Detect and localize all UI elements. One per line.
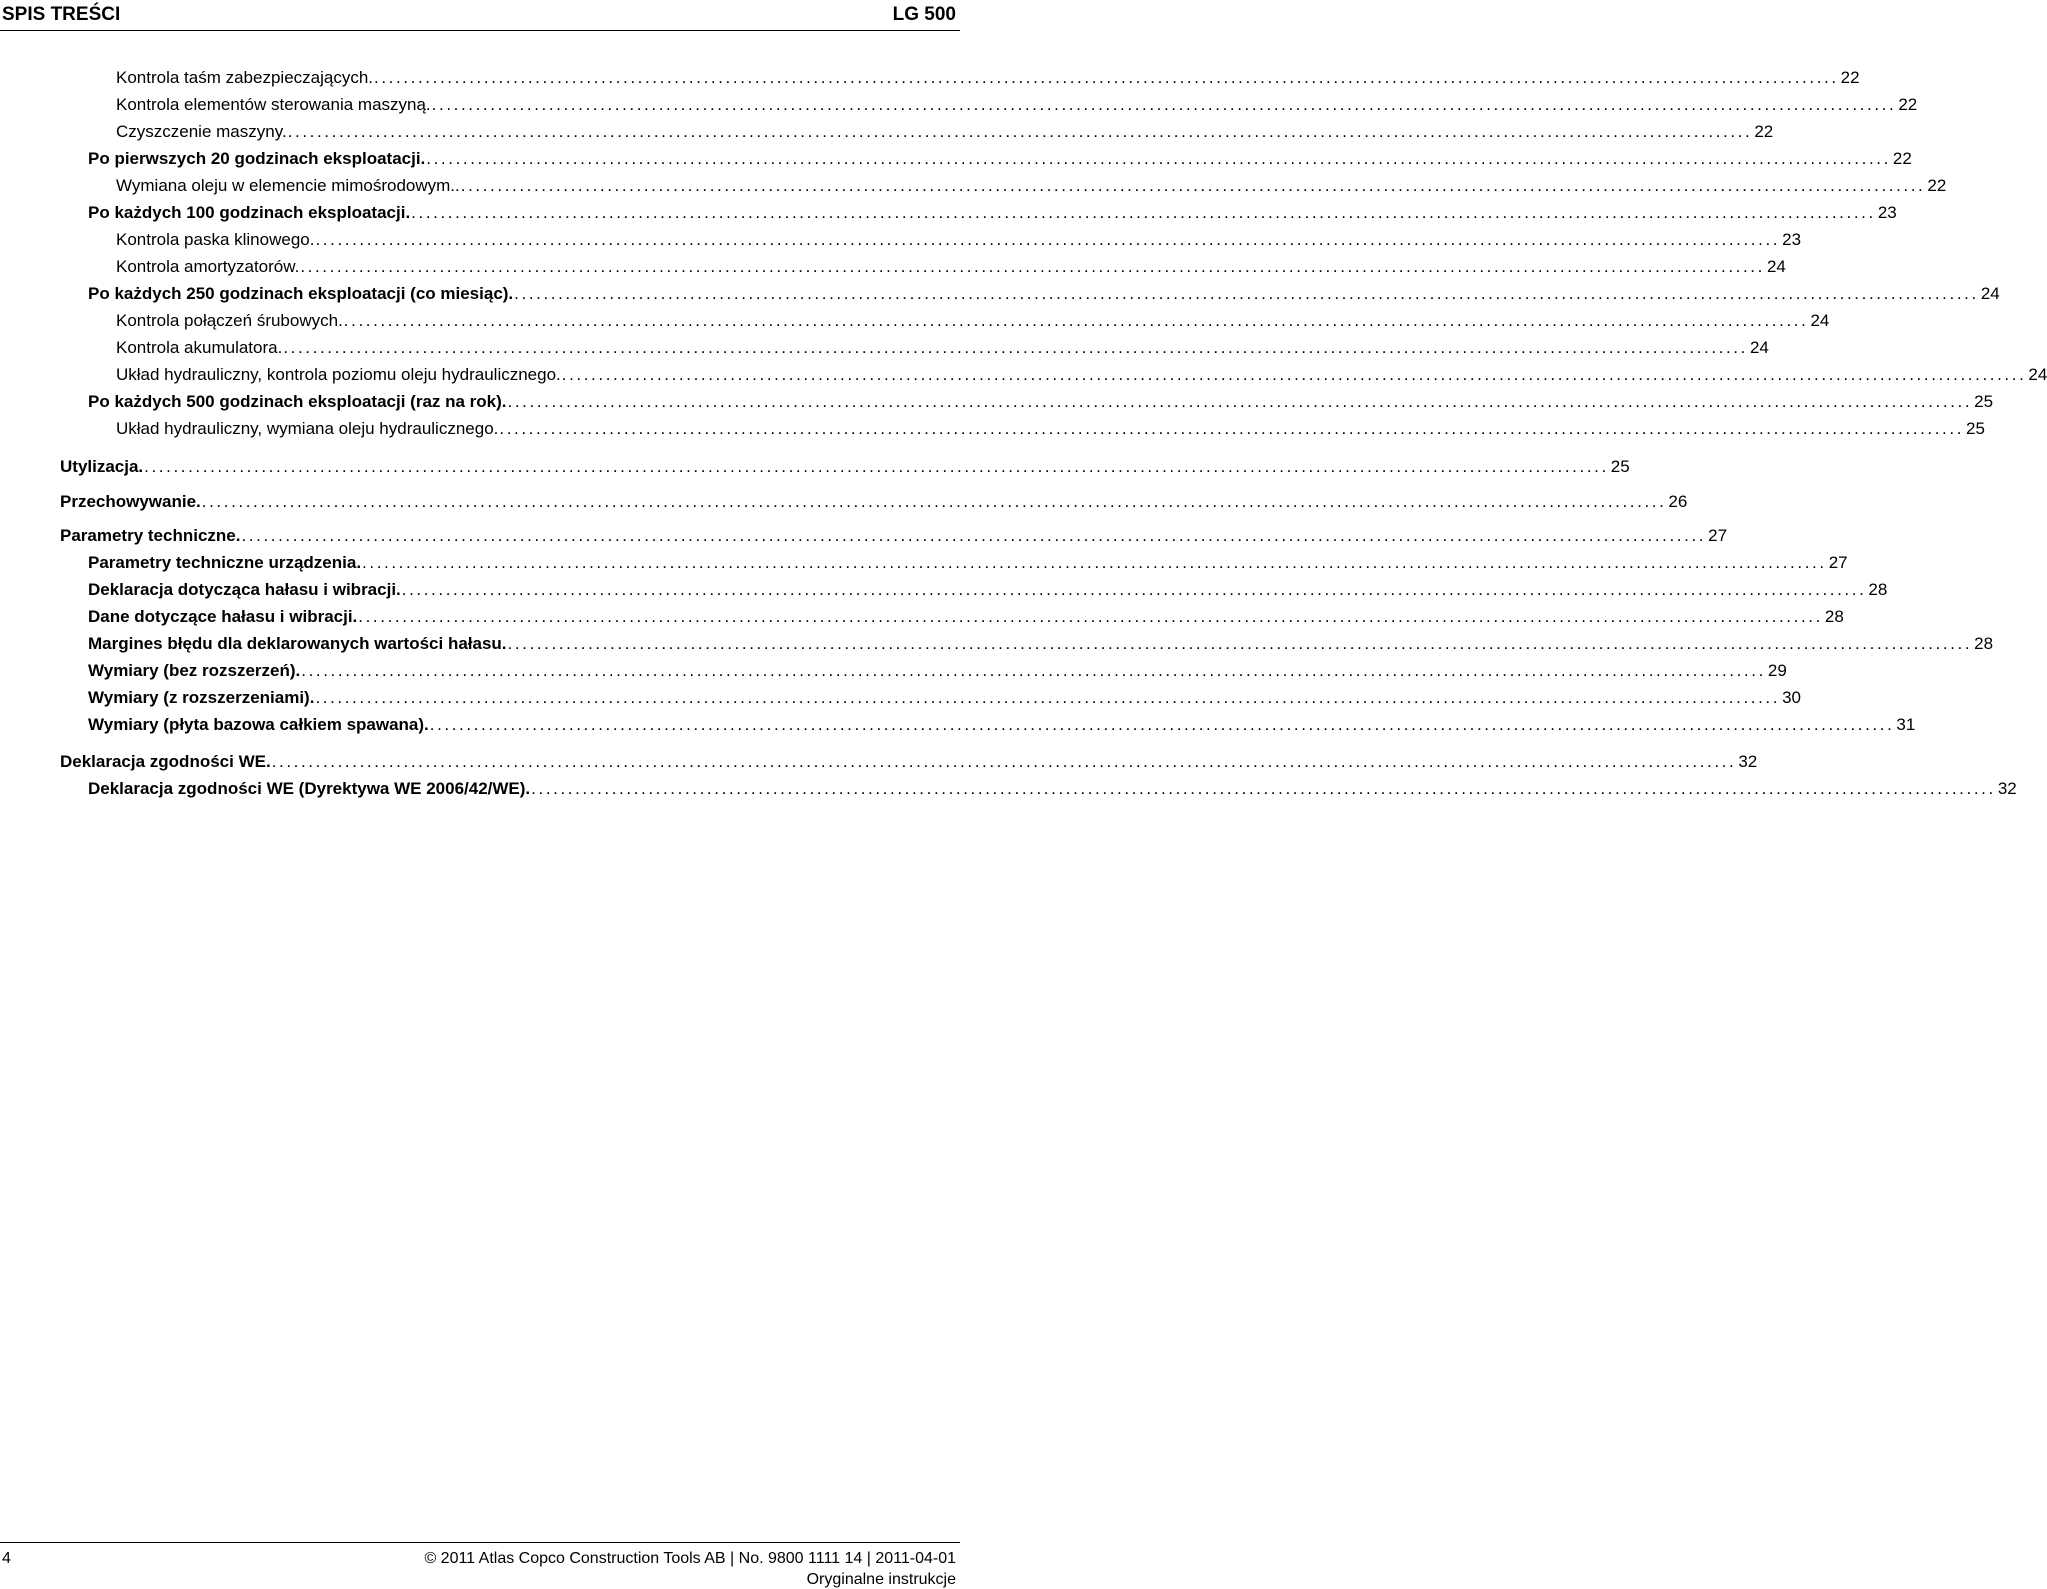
toc-leader-dots: ........................................................................................................................................................................................................ — [201, 492, 1667, 511]
toc-entry[interactable] — [88, 578, 1888, 602]
toc-leader-dots: ........................................................................................................................................................................................................ — [241, 526, 1707, 545]
original-instructions-note: Oryginalne instrukcje — [806, 1571, 956, 1588]
toc-entry-page: 22 — [1754, 122, 1774, 141]
toc-entry-title: Wymiary (z rozszerzeniami). — [88, 688, 315, 707]
toc-entry-title: Po każdych 100 godzinach eksploatacji. — [88, 203, 411, 222]
toc-entry-title: Kontrola akumulatora. — [116, 338, 283, 357]
toc-leader-dots: ........................................................................................................................................................................................................ — [411, 203, 1876, 222]
toc-entry[interactable] — [116, 120, 1774, 144]
toc-entry[interactable] — [60, 524, 1728, 548]
toc-entry-title: Margines błędu dla deklarowanych wartości hałasu. — [88, 634, 507, 653]
toc-entry-title: Kontrola amortyzatorów. — [116, 257, 300, 276]
toc-entry[interactable] — [88, 686, 1801, 710]
toc-entry-page: 24 — [1810, 311, 1830, 330]
toc-entry-page: 29 — [1767, 661, 1787, 680]
toc-entry[interactable] — [88, 659, 1787, 683]
toc-entry[interactable] — [60, 750, 1758, 774]
toc-entry-title: Utylizacja. — [60, 457, 144, 476]
toc-leader-dots: ........................................................................................................................................................................................................ — [429, 715, 1895, 734]
toc-entry[interactable] — [116, 174, 1947, 198]
toc-entry-page: 25 — [1610, 457, 1630, 476]
toc-entry-page: 28 — [1868, 580, 1888, 599]
toc-entry[interactable] — [116, 228, 1802, 252]
toc-entry-title: Po każdych 500 godzinach eksploatacji (raz na rok). — [88, 392, 507, 411]
toc-entry-title: Układ hydrauliczny, wymiana oleju hydraulicznego. — [116, 419, 499, 438]
toc-leader-dots: ........................................................................................................................................................................................................ — [401, 580, 1867, 599]
toc-entry-page: 24 — [1766, 257, 1786, 276]
toc-leader-dots: ........................................................................................................................................................................................................ — [144, 457, 1609, 476]
toc-entry-page: 23 — [1782, 230, 1802, 249]
page-footer — [0, 1542, 960, 1588]
toc-entry-title: Kontrola elementów sterowania maszyną. — [116, 95, 431, 114]
toc-entry-page: 23 — [1877, 203, 1897, 222]
toc-entry-title: Po każdych 250 godzinach eksploatacji (co miesiąc). — [88, 284, 514, 303]
toc-entry-title: Wymiana oleju w elemencie mimośrodowym.. — [116, 176, 460, 195]
toc-entry[interactable] — [60, 455, 1630, 479]
toc-entry[interactable] — [116, 417, 1985, 441]
toc-entry[interactable] — [116, 255, 1786, 279]
model-name: LG 500 — [892, 4, 956, 25]
toc-entry-title: Wymiary (płyta bazowa całkiem spawana). — [88, 715, 429, 734]
toc-entry-title: Układ hydrauliczny, kontrola poziomu oleju hydraulicznego. — [116, 365, 561, 384]
toc-leader-dots: ........................................................................................................................................................................................................ — [431, 95, 1897, 114]
toc-entry-page: 22 — [1840, 68, 1860, 87]
toc-entry[interactable] — [116, 93, 1918, 117]
copyright-line: © 2011 Atlas Copco Construction Tools AB | No. 9800 1111 14 | 2011-04-01 — [424, 1550, 956, 1567]
toc-entry-title: Deklaracja dotycząca hałasu i wibracji. — [88, 580, 401, 599]
toc-entry-page: 22 — [1892, 149, 1912, 168]
toc-leader-dots: ........................................................................................................................................................................................................ — [507, 634, 1973, 653]
toc-entry-title: Przechowywanie. — [60, 492, 201, 511]
toc-entry[interactable] — [88, 632, 1994, 656]
toc-entry-title: Czyszczenie maszyny. — [116, 122, 287, 141]
toc-entry-page: 24 — [1749, 338, 1769, 357]
toc-entry-title: Kontrola połączeń śrubowych. — [116, 311, 343, 330]
toc-entry-page: 28 — [1824, 607, 1844, 626]
toc-entry-title: Kontrola taśm zabezpieczających. — [116, 68, 374, 87]
toc-entry-page: 31 — [1896, 715, 1916, 734]
toc-entry-title: Parametry techniczne. — [60, 526, 241, 545]
toc-entry-title: Po pierwszych 20 godzinach eksploatacji. — [88, 149, 426, 168]
toc-entry-page: 25 — [1966, 419, 1985, 438]
toc-entry[interactable] — [88, 390, 1994, 414]
toc-entry[interactable] — [88, 777, 2017, 801]
toc-leader-dots: ........................................................................................................................................................................................................ — [514, 284, 1979, 303]
toc-entry-title: Dane dotyczące hałasu i wibracji. — [88, 607, 358, 626]
toc-leader-dots: ........................................................................................................................................................................................................ — [531, 779, 1996, 798]
toc-leader-dots: ........................................................................................................................................................................................................ — [561, 365, 2027, 384]
toc-entry[interactable] — [116, 336, 1769, 360]
toc-entry-page: 32 — [1997, 779, 2017, 798]
toc-entry-page: 27 — [1828, 553, 1848, 572]
toc-entry-title: Parametry techniczne urządzenia. — [88, 553, 362, 572]
toc-leader-dots: ........................................................................................................................................................................................................ — [283, 338, 1748, 357]
page-number: 4 — [2, 1550, 11, 1567]
toc-leader-dots: ........................................................................................................................................................................................................ — [301, 661, 1766, 680]
toc-entry-page: 22 — [1927, 176, 1947, 195]
toc-entry[interactable] — [88, 551, 1848, 575]
toc-leader-dots: ........................................................................................................................................................................................................ — [343, 311, 1809, 330]
toc-leader-dots: ........................................................................................................................................................................................................ — [300, 257, 1765, 276]
toc-leader-dots: ........................................................................................................................................................................................................ — [358, 607, 1823, 626]
toc-entry-page: 24 — [2028, 365, 2047, 384]
toc-leader-dots: ........................................................................................................................................................................................................ — [374, 68, 1839, 87]
section-title: SPIS TREŚCI — [2, 4, 121, 25]
toc-entry-page: 24 — [1980, 284, 2000, 303]
toc-leader-dots: ........................................................................................................................................................................................................ — [315, 230, 1781, 249]
toc-entry[interactable] — [88, 282, 2000, 306]
toc-leader-dots: ........................................................................................................................................................................................................ — [287, 122, 1753, 141]
toc-leader-dots: ........................................................................................................................................................................................................ — [460, 176, 1926, 195]
toc-entry[interactable] — [88, 147, 1912, 171]
toc-entry-page: 22 — [1898, 95, 1918, 114]
toc-entry[interactable] — [88, 605, 1844, 629]
toc-entry-page: 27 — [1708, 526, 1728, 545]
toc-entry[interactable] — [116, 363, 2047, 387]
toc-leader-dots: ........................................................................................................................................................................................................ — [499, 419, 1965, 438]
toc-entry[interactable] — [116, 309, 1830, 333]
toc-entry[interactable] — [116, 66, 1860, 90]
toc-leader-dots: ........................................................................................................................................................................................................ — [507, 392, 1973, 411]
page-header — [0, 0, 960, 31]
toc-leader-dots: ........................................................................................................................................................................................................ — [362, 553, 1827, 572]
toc-entry-page: 32 — [1738, 752, 1758, 771]
toc-leader-dots: ........................................................................................................................................................................................................ — [426, 149, 1891, 168]
toc-leader-dots: ........................................................................................................................................................................................................ — [315, 688, 1781, 707]
toc-entry-page: 26 — [1668, 492, 1688, 511]
toc-entry-title: Kontrola paska klinowego. — [116, 230, 315, 249]
toc-entry-page: 25 — [1974, 392, 1994, 411]
toc-entry[interactable] — [88, 201, 1897, 225]
toc-entry[interactable] — [88, 713, 1916, 737]
toc-leader-dots: ........................................................................................................................................................................................................ — [271, 752, 1737, 771]
toc-entry-title: Wymiary (bez rozszerzeń). — [88, 661, 301, 680]
toc-entry-page: 30 — [1782, 688, 1801, 707]
toc-entry-title: Deklaracja zgodności WE. — [60, 752, 271, 771]
toc-entry-page: 28 — [1974, 634, 1994, 653]
toc-entry-title: Deklaracja zgodności WE (Dyrektywa WE 2006/42/WE). — [88, 779, 531, 798]
toc-entry[interactable] — [60, 490, 1688, 514]
